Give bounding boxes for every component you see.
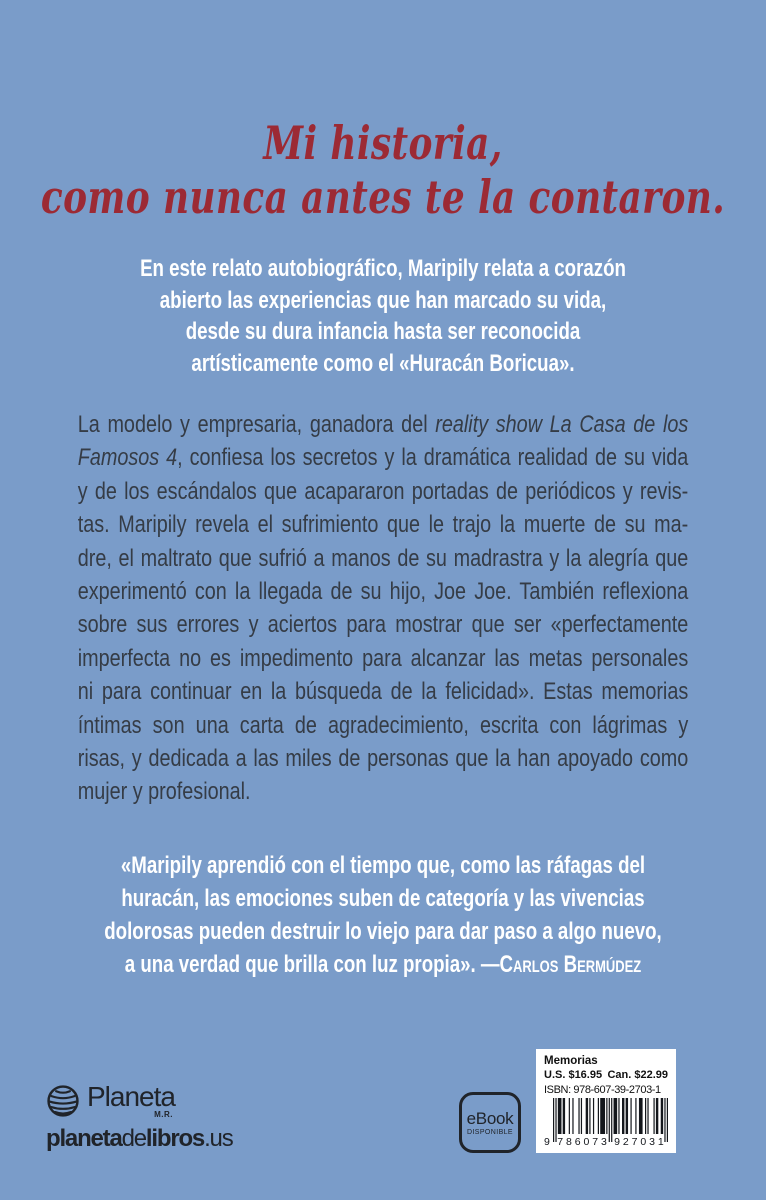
publisher-name: Planeta — [87, 1081, 175, 1112]
svg-text:9: 9 — [544, 1136, 550, 1146]
ebook-label: eBook — [466, 1108, 514, 1128]
ebook-badge — [459, 1092, 521, 1153]
price-can: Can. $22.99 — [607, 1069, 668, 1081]
publisher-block — [46, 1082, 233, 1152]
quote-line: «Maripily aprendió con el tiempo que, como las ráfagas del — [120, 852, 646, 879]
intro-line: artísticamente como el «Huracán Boricua». — [191, 349, 575, 377]
barcode-box — [536, 1049, 676, 1153]
body-line: Famosos 4, confiesa los secretos y la dramática realidad de su vida — [77, 444, 689, 472]
ean-barcode-image — [544, 1098, 668, 1146]
body-line: íntimas son una carta de agradecimiento, escrita con lágrimas y — [77, 711, 689, 739]
body-line: sobre sus errores y aciertos para mostrar que ser «perfectamente — [77, 611, 689, 639]
planeta-logo — [46, 1082, 233, 1119]
intro-line: desde su dura infancia hasta ser reconocida — [185, 318, 581, 345]
intro-line: abierto las experiencias que han marcado su vida, — [159, 286, 607, 314]
synopsis-paragraph — [78, 408, 689, 809]
quote-line: a una verdad que brilla con luz propia». —Carlos Bermúdez — [124, 951, 642, 978]
body-line: imperfecta no es impedimento para alcanzar las metas personales — [77, 644, 689, 672]
planeta-globe-icon — [46, 1084, 80, 1118]
barcode-category: Memorias — [544, 1055, 598, 1067]
price-row — [544, 1068, 668, 1082]
body-line: mujer y profesional. — [77, 778, 251, 806]
tagline-script — [1, 116, 765, 224]
body-line: experimentó con la llegada de su hijo, Joe Joe. También reflexiona — [77, 578, 689, 606]
body-line: y de los escándalos que acapararon portadas de periódicos y revis- — [77, 477, 689, 505]
isbn-label: ISBN: 978-607-39-2703-1 — [544, 1084, 661, 1096]
svg-text:786073: 786073 — [557, 1136, 607, 1146]
svg-text:927031: 927031 — [614, 1136, 664, 1146]
endorsement-quote — [78, 849, 688, 981]
intro-line: En este relato autobiográfico, Maripily relata a corazón — [140, 255, 626, 282]
body-line: La modelo y empresaria, ganadora del reality show La Casa de los — [77, 411, 689, 438]
trademark-label: M.R. — [154, 1110, 173, 1119]
quote-line: dolorosas pueden destruir lo viejo para dar paso a algo nuevo, — [104, 918, 662, 945]
intro-paragraph — [78, 253, 688, 379]
quote-line: huracán, las emociones suben de categoría y las vivencias — [121, 885, 645, 912]
body-line: risas, y dedicada a las miles de personas que la han apoyado como — [77, 745, 689, 773]
publisher-website: planetadelibros.us — [46, 1125, 233, 1152]
body-line: tas. Maripily revela el sufrimiento que le trajo la muerte de su ma- — [77, 511, 689, 539]
body-line: ni para continuar en la búsqueda de la felicidad». Estas memorias — [77, 678, 689, 706]
tagline-line-2: como nunca antes te la contaron. — [40, 170, 726, 224]
body-line: dre, el maltrato que sufrió a manos de su madrastra y la alegría que — [77, 544, 689, 572]
tagline-line-1: Mi historia, — [263, 116, 503, 170]
ebook-availability-label: DISPONIBLE — [466, 1128, 513, 1136]
price-us: U.S. $16.95 — [544, 1069, 603, 1081]
